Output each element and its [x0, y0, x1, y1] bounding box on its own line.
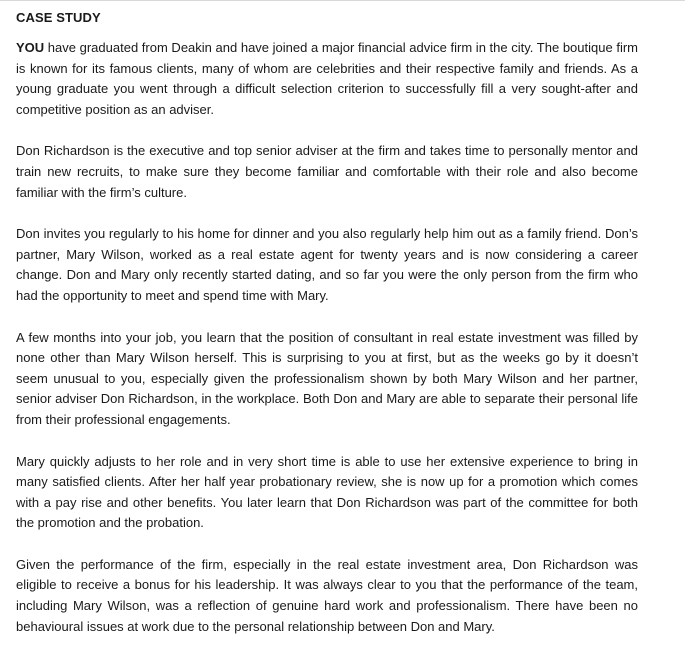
- paragraph-1-lead: YOU: [16, 40, 45, 55]
- paragraph-2: [16, 141, 638, 203]
- paragraph-5-text: Mary quickly adjusts to her role and in very short time is able to use her extensive experience to bring in many satisfied clients. After her half year probationary review, she is now up for a promotion which comes with a pay rise and other benefits. You later learn that Don Richardson was part of the committee for both the promotion and the probation.: [16, 453, 638, 531]
- paragraph-3-text: Don invites you regularly to his home for dinner and you also regularly help him out as a family friend. Don’s partner, Mary Wilson, worked as a real estate agent for twenty years and is now considering a career change. Don and Mary only recently started dating, and so far you were the only person from the firm who had the opportunity to meet and spend time with Mary.: [16, 226, 638, 303]
- paragraph-6: [16, 555, 638, 637]
- paragraph-4-text: A few months into your job, you learn that the position of consultant in real estate investment was filled by none other than Mary Wilson herself. This is surprising to you at first, but as the weeks go by it doesn’t seem unusual to you, especially given the professionalism shown by both Mary Wilson and her partner, senior adviser Don Richardson, in the workplace. Both Don and Mary are able to separate their personal life from their professional engagements.: [16, 329, 638, 427]
- paragraph-1: [16, 38, 638, 120]
- paragraph-2-text: Don Richardson is the executive and top senior adviser at the firm and takes time to personally mentor and train new recruits, to make sure they become familiar and comfortable with their role and also become familiar with the firm’s culture.: [16, 143, 638, 200]
- paragraph-3: [16, 224, 638, 306]
- paragraph-1-text: have graduated from Deakin and have joined a major financial advice firm in the city. The boutique firm is known for its famous clients, many of whom are celebrities and their respective family and friends. As a young graduate you went through a difficult selection criterion to successfully fill a very sought-after and competitive position as an adviser.: [16, 40, 638, 117]
- document-body: [16, 8, 638, 637]
- top-border: [0, 0, 685, 1]
- paragraph-4: [16, 328, 638, 431]
- document-heading: CASE STUDY: [16, 10, 101, 25]
- paragraph-6-text: Given the performance of the firm, especially in the real estate investment area, Don Richardson was eligible to receive a bonus for his leadership. It was always clear to you that the performance of the team, including Mary Wilson, was a reflection of genuine hard work and professionalism. There have been no behavioural issues at work due to the personal relationship between Don and Mary.: [16, 556, 638, 634]
- paragraph-5: [16, 452, 638, 534]
